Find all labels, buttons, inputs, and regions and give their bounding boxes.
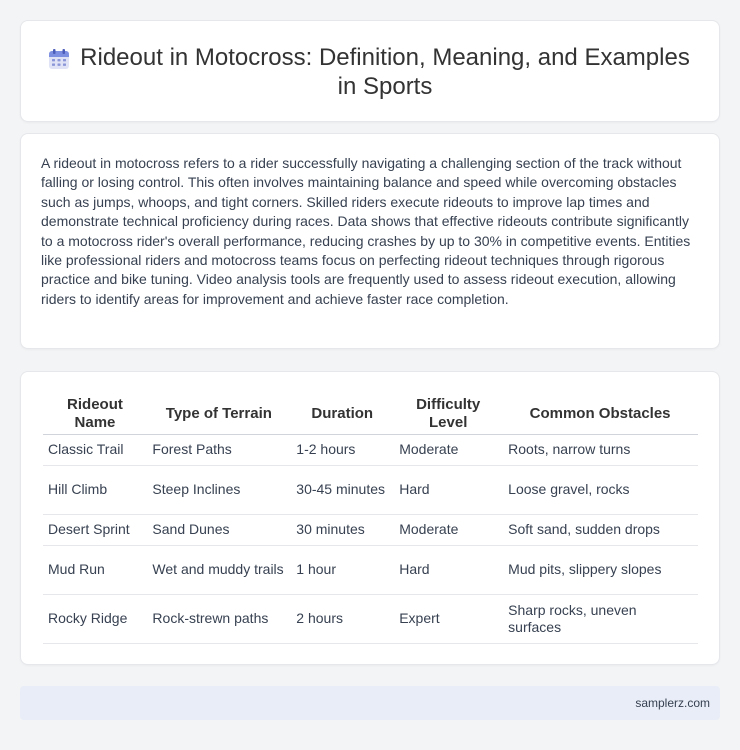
table-cell: 30-45 minutes	[291, 465, 394, 514]
page-title: Rideout in Motocross: Definition, Meaning, and Examples in Sports	[80, 44, 690, 100]
table-cell: Moderate	[394, 434, 503, 465]
table-cell: Forest Paths	[147, 434, 291, 465]
table-cell: Rocky Ridge	[43, 594, 147, 643]
column-header: Duration	[291, 394, 394, 434]
table-cell: Hill Climb	[43, 465, 147, 514]
table-cell: 2 hours	[291, 594, 394, 643]
table-cell: Classic Trail	[43, 434, 147, 465]
table-cell: Hard	[394, 545, 503, 594]
table-cell: 30 minutes	[291, 514, 394, 545]
table-cell: Loose gravel, rocks	[503, 465, 698, 514]
table-row	[43, 465, 698, 514]
table-row	[43, 514, 698, 545]
table-cell: 1 hour	[291, 545, 394, 594]
table-row	[43, 545, 698, 594]
table-cell: Rock-strewn paths	[147, 594, 291, 643]
intro-paragraph: A rideout in motocross refers to a rider successfully navigating a challenging section of the track without falling or losing control. This often involves maintaining balance and speed while overcoming obstacles such as jumps, whoops, and tight corners. Skilled riders execute rideouts to improve lap times and demonstrate technical proficiency during races. Data shows that effective rideouts contribute significantly to a motocross rider's overall performance, reducing crashes by up to 30% in competitive events. Entities like professional riders and motocross teams focus on perfecting rideout techniques through rigorous practice and bike tuning. Video analysis tools are frequently used to assess rideout execution, allowing riders to identify areas for improvement and achieve faster race completion.	[41, 155, 691, 307]
table-cell: 1-2 hours	[291, 434, 394, 465]
table-cell: Wet and muddy trails	[147, 545, 291, 594]
rideout-table	[43, 394, 698, 644]
table-card	[20, 371, 720, 665]
table-cell: Hard	[394, 465, 503, 514]
column-header: Rideout Name	[43, 394, 147, 434]
column-header: Difficulty Level	[394, 394, 503, 434]
table-cell: Expert	[394, 594, 503, 643]
table-header-row	[43, 394, 698, 434]
column-header: Common Obstacles	[503, 394, 698, 434]
table-cell: Desert Sprint	[43, 514, 147, 545]
table-cell: Moderate	[394, 514, 503, 545]
table-row	[43, 434, 698, 465]
table-cell: Steep Inclines	[147, 465, 291, 514]
table-cell: Mud pits, slippery slopes	[503, 545, 698, 594]
table-cell: Mud Run	[43, 545, 147, 594]
source-label: samplerz.com	[635, 696, 710, 710]
footer-bar	[20, 686, 720, 720]
table-cell: Soft sand, sudden drops	[503, 514, 698, 545]
title-wrap	[47, 43, 699, 101]
intro-card	[20, 133, 720, 349]
column-header: Type of Terrain	[147, 394, 291, 434]
table-cell: Sand Dunes	[147, 514, 291, 545]
table-cell: Roots, narrow turns	[503, 434, 698, 465]
title-card	[20, 20, 720, 122]
table-row	[43, 594, 698, 643]
calendar-icon	[47, 47, 71, 71]
table-cell: Sharp rocks, uneven surfaces	[503, 594, 698, 643]
